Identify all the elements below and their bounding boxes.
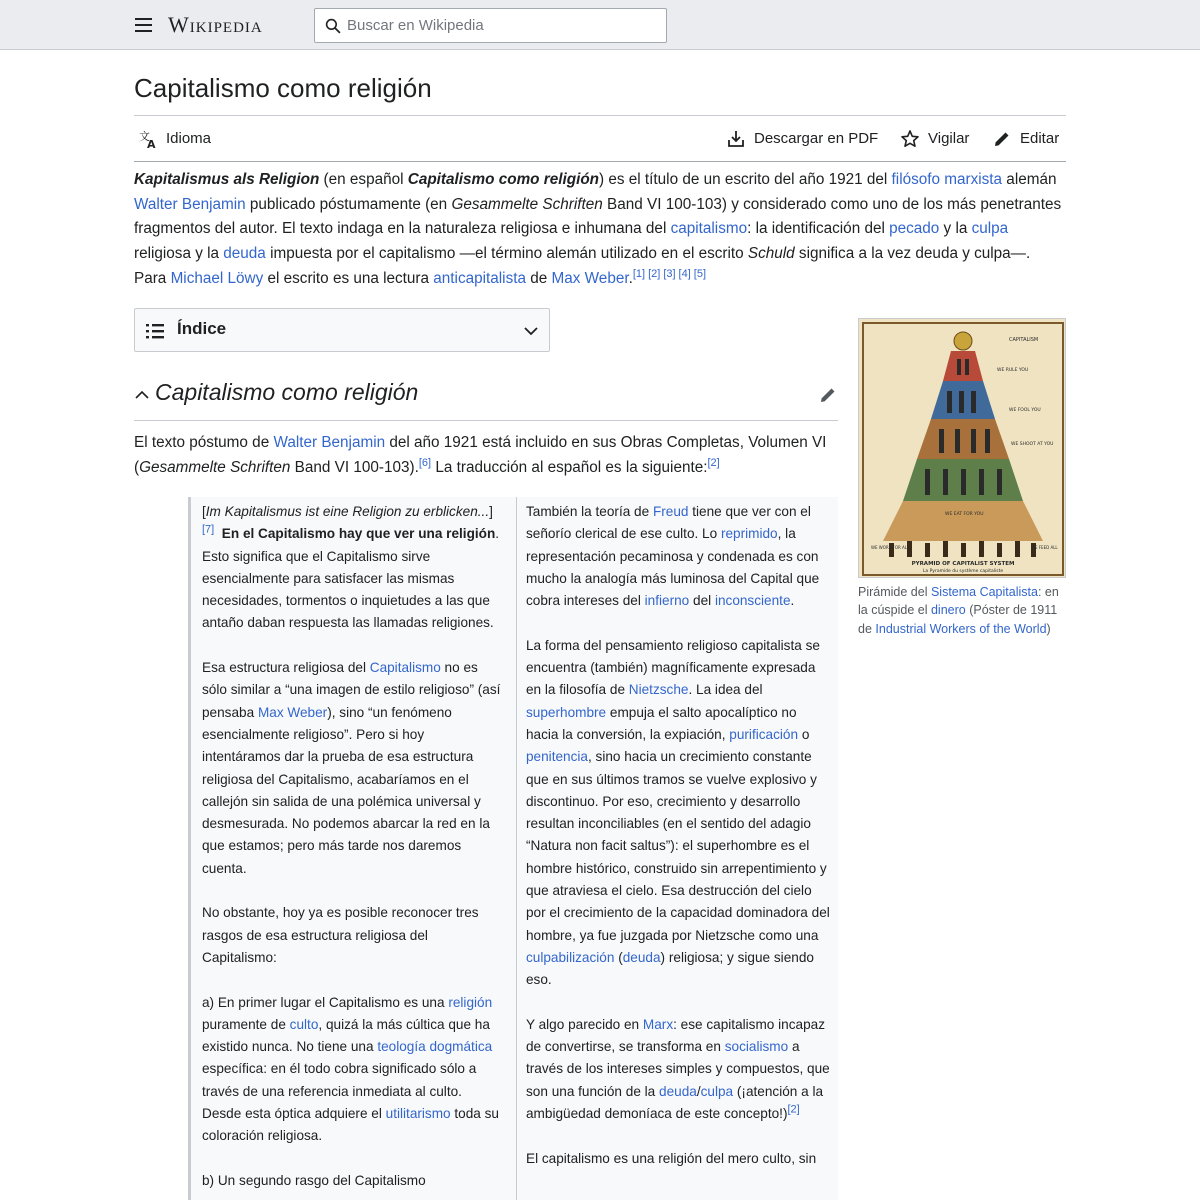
text: [ — [202, 504, 206, 519]
text: el escrito es una lectura — [263, 269, 434, 287]
text: : ese capitalismo incapaz de convertirse, se transforma en — [526, 1016, 825, 1055]
infobox-figure — [858, 318, 1066, 638]
text: : en la cúspide el — [858, 585, 1059, 618]
link-culpa[interactable]: culpa — [700, 1083, 734, 1099]
text: empuja el salto apocalíptico no hacia la conversión, la expiación, — [526, 704, 797, 742]
text: Im Kapitalismus ist eine Religion zu erblicken... — [205, 504, 490, 519]
chevron-down-icon[interactable] — [523, 323, 539, 339]
link-walter-benjamin[interactable]: Walter Benjamin — [134, 195, 246, 213]
pencil-icon — [992, 129, 1012, 149]
poster-subtitle: La Pyramide du système capitaliste — [922, 569, 1004, 574]
text: (en español — [319, 171, 408, 188]
language-button[interactable] — [138, 116, 211, 161]
text: ] — [489, 504, 493, 519]
star-icon — [900, 129, 920, 149]
link-iww[interactable]: Industrial Workers of the World — [875, 621, 1047, 636]
text: El texto póstumo de — [134, 434, 274, 451]
link-culto[interactable]: culto — [289, 1016, 319, 1032]
text: . — [790, 593, 795, 609]
link-culpabilizacion[interactable]: culpabilización — [526, 949, 615, 965]
reference-link[interactable]: [7] — [202, 523, 215, 536]
text: En el Capitalismo hay que ver una religión — [221, 526, 496, 542]
poster-label: WE RULE YOU — [997, 368, 1029, 373]
lead-term-spanish: Capitalismo como religión — [407, 171, 600, 188]
poster-label: CAPITALISM — [1009, 337, 1039, 343]
poster-label: WE FEED ALL — [1031, 545, 1058, 550]
poster-label: WE FOOL YOU — [1009, 408, 1041, 413]
pencil-icon[interactable] — [818, 385, 838, 405]
link-capitalismo[interactable]: capitalismo — [670, 220, 748, 238]
text: de — [525, 269, 552, 287]
quote-block — [188, 497, 838, 1200]
quote-paragraph: No obstante, hoy ya es posible reconocer tres rasgos de esa estructura religiosa del Capitalismo: — [202, 905, 479, 965]
link-freud[interactable]: Freud — [652, 504, 689, 519]
text: , la representación pecaminosa y condenada es con mucho la analogía más luminosa del Capital que cobra intereses del — [526, 526, 820, 609]
text: Y algo parecido en — [526, 1016, 643, 1032]
text: También la teoría de — [526, 504, 653, 519]
text: a través de los intereses simples y compuestos, que son una función de la — [526, 1039, 830, 1099]
text: a) En primer lugar el Capitalismo es una — [202, 994, 449, 1010]
link-max-weber[interactable]: Max Weber — [257, 704, 328, 720]
text: ) es el título de un escrito del año 1921 del — [599, 171, 892, 188]
text: Band VI 100-103) y considerado como uno de los más penetrantes fragmentos del autor. El texto indaga en la naturaleza religiosa e inhumana del — [134, 195, 1062, 238]
text: , quizá la más cúltica que ha existido nunca. No tiene una — [202, 1016, 490, 1055]
reference-link[interactable]: [3] — [663, 267, 676, 280]
language-icon — [138, 129, 158, 149]
link-superhombre[interactable]: superhombre — [526, 704, 607, 720]
quote-paragraph — [526, 501, 832, 612]
text: La forma del pensamiento religioso capitalista se encuentra (también) magníficamente expresada en la filosofía de — [526, 637, 820, 698]
link-reprimido[interactable]: reprimido — [720, 526, 778, 542]
hamburger-icon — [135, 24, 152, 26]
reference-link[interactable]: [2] — [707, 456, 720, 469]
link-inconsciente[interactable]: inconsciente — [714, 593, 791, 609]
text: . Esto significa que el Capitalismo sirve esencialmente para satisfacer las mismas necesidades, tormentos o inquietudes a las que antaño daban respuesta las llamadas religiones. — [202, 526, 500, 631]
link-sistema-capitalista[interactable]: Sistema Capitalista — [930, 585, 1038, 599]
text: y la — [939, 220, 972, 238]
link-dinero[interactable]: dinero — [930, 603, 966, 618]
text: (¡atención a la ambigüedad demoníaca de este concepto!) — [526, 1083, 824, 1122]
link-nietzsche[interactable]: Nietzsche — [628, 682, 689, 698]
reference-link[interactable]: [2] — [648, 267, 661, 280]
watch-button[interactable] — [900, 116, 969, 161]
section-title[interactable]: Capitalismo como religión — [155, 379, 419, 405]
download-pdf-label: Descargar en PDF — [754, 130, 879, 147]
text: no es sólo similar a “una imagen de estilo religioso” (así pensaba — [202, 660, 501, 720]
text: publicado póstumamente (en — [245, 195, 452, 213]
edit-button[interactable] — [992, 116, 1059, 161]
search-input[interactable] — [347, 9, 657, 42]
text: Gesammelte Schriften — [451, 195, 603, 213]
text: Esa estructura religiosa del — [202, 660, 370, 676]
chevron-up-icon[interactable] — [134, 387, 150, 403]
svg-text:文: 文 — [139, 129, 150, 143]
quote-paragraph — [526, 1014, 832, 1125]
link-max-weber[interactable]: Max Weber — [551, 269, 629, 287]
link-walter-benjamin[interactable]: Walter Benjamin — [273, 434, 386, 451]
link-marx[interactable]: Marx — [642, 1016, 674, 1032]
link-utilitarismo[interactable]: utilitarismo — [385, 1106, 451, 1122]
text: del — [689, 593, 715, 609]
section-intro-paragraph — [134, 431, 838, 480]
svg-text:A: A — [147, 137, 156, 149]
quote-column-left — [202, 501, 504, 1200]
link-anticapitalista[interactable]: anticapitalista — [433, 269, 526, 287]
text: puramente de — [202, 1016, 290, 1032]
text: Schuld — [747, 245, 795, 263]
text: : la identificación del — [747, 220, 890, 238]
column-divider — [516, 497, 517, 1200]
quote-paragraph — [202, 992, 504, 1148]
poster-label: WE EAT FOR YOU — [945, 512, 984, 517]
quote-paragraph: b) Un segundo rasgo del Capitalismo — [202, 1172, 426, 1188]
download-icon — [726, 129, 746, 149]
text: . — [628, 269, 633, 287]
text: ), sino “un fenómeno esencialmente religioso”. Pero si hoy intentáramos dar la prueba de esa estructura religiosa del Capitalismo, acabaríamos en el callejón sin salida de una polémica universal y desmesurada. No podemos abarcar la red en la que estamos; pero más tarde nos daremos cuenta. — [202, 704, 490, 876]
poster-label: WE WORK FOR ALL — [871, 545, 910, 550]
link-culpa[interactable]: culpa — [971, 220, 1009, 238]
link-deuda[interactable]: deuda — [622, 949, 661, 965]
text: ) religiosa; y sigue siendo eso. — [526, 949, 814, 988]
link-michael-lowy[interactable]: Michael Löwy — [170, 269, 264, 287]
text: o — [798, 726, 810, 742]
site-header — [0, 0, 1200, 50]
text: Gesammelte Schriften — [139, 458, 291, 476]
link-infierno[interactable]: infierno — [644, 593, 690, 609]
link-religion[interactable]: religión — [448, 994, 493, 1010]
lead-paragraph — [134, 168, 1066, 292]
link-penitencia[interactable]: penitencia — [526, 749, 588, 765]
text: . La idea del — [688, 682, 763, 698]
reference-link[interactable]: [5] — [693, 267, 707, 280]
text: ( — [614, 949, 623, 965]
link-socialismo[interactable]: socialismo — [724, 1039, 789, 1055]
text: impuesta por el capitalismo —el término alemán utilizado en el escrito — [265, 245, 748, 263]
text: Pirámide del — [858, 585, 931, 599]
text: específica: en él todo cobra significado sólo a través de una referencia inmediata al culto. Desde esta óptica adquiere el — [202, 1061, 477, 1122]
text: tiene que ver con el señorío clerical de ese culto. Lo — [526, 504, 811, 542]
section-heading — [134, 375, 838, 421]
quote-column-right — [526, 501, 832, 1192]
text: toda su coloración religiosa. — [202, 1106, 499, 1144]
link-purificacion[interactable]: purificación — [729, 726, 799, 742]
link-capitalismo[interactable]: Capitalismo — [369, 660, 441, 676]
pyramid-poster-image[interactable] — [858, 318, 1066, 578]
quote-paragraph — [202, 501, 504, 635]
poster-title: PYRAMID OF CAPITALIST SYSTEM — [911, 561, 1015, 567]
pyramid-illustration — [859, 319, 1066, 578]
text: / — [696, 1083, 701, 1099]
text: alemán — [1002, 171, 1057, 188]
quote-paragraph: El capitalismo es una religión del mero culto, sin — [526, 1150, 817, 1166]
list-icon — [145, 322, 165, 340]
text: Band VI 100-103). — [290, 458, 419, 476]
poster-label: WE SHOOT AT YOU — [1011, 442, 1054, 447]
link-deuda[interactable]: deuda — [223, 245, 266, 263]
page-toolbar — [134, 116, 1066, 162]
figure-caption — [858, 583, 1066, 638]
text: , sino hacia un crecimiento constante que en sus últimos tramos se vuelve explosivo y discontinuo. Por eso, crecimiento y desarrollo resultan inconciliables (en el sentido del adagio “Natura non facit saltus”): el superhombre es el hombre histórico, construido sin arrepentimiento y que atraviesa el cielo. Esa destrucción del cielo por el crecimiento de la capacidad dominadora del hombre, ya fue juzgada por Nietzsche como una — [526, 749, 830, 943]
lead-term-german: Kapitalismus als Religion — [134, 171, 320, 188]
edit-label: Editar — [1020, 130, 1060, 147]
text: ) — [1046, 621, 1051, 636]
reference-link[interactable]: [2] — [787, 1103, 800, 1116]
link-pecado[interactable]: pecado — [889, 220, 940, 238]
reference-link[interactable]: [1] — [632, 267, 646, 280]
reference-link[interactable]: [4] — [678, 267, 691, 280]
text: significa a la vez deuda y culpa—. Para — [134, 245, 1031, 287]
hamburger-icon — [135, 30, 152, 32]
text: religiosa y la — [134, 245, 224, 263]
download-pdf-button[interactable] — [726, 116, 878, 161]
search-icon — [325, 18, 341, 34]
table-of-contents[interactable] — [134, 308, 550, 352]
text: La traducción al español es la siguiente: — [431, 458, 708, 476]
watch-label: Vigilar — [928, 130, 970, 147]
hamburger-icon — [135, 18, 152, 20]
wikipedia-logo[interactable]: Wikipedia — [168, 12, 263, 37]
main-menu-button[interactable] — [128, 10, 158, 40]
search-box[interactable] — [314, 8, 667, 43]
language-label: Idioma — [166, 130, 212, 147]
text: del año 1921 está incluido en sus Obras Completas, Volumen VI ( — [134, 434, 827, 476]
link-deuda[interactable]: deuda — [659, 1083, 697, 1099]
link-filosofo[interactable]: filósofo — [891, 171, 941, 188]
text: (Póster de 1911 de — [858, 603, 1058, 636]
toc-title: Índice — [177, 319, 227, 338]
page-title: Capitalismo como religión — [134, 73, 432, 103]
link-teologia-dogmatica[interactable]: teología dogmática — [377, 1039, 493, 1055]
link-marxista[interactable]: marxista — [944, 171, 1003, 188]
reference-link[interactable]: [6] — [418, 456, 432, 469]
quote-paragraph — [202, 657, 504, 880]
quote-paragraph — [526, 635, 832, 992]
